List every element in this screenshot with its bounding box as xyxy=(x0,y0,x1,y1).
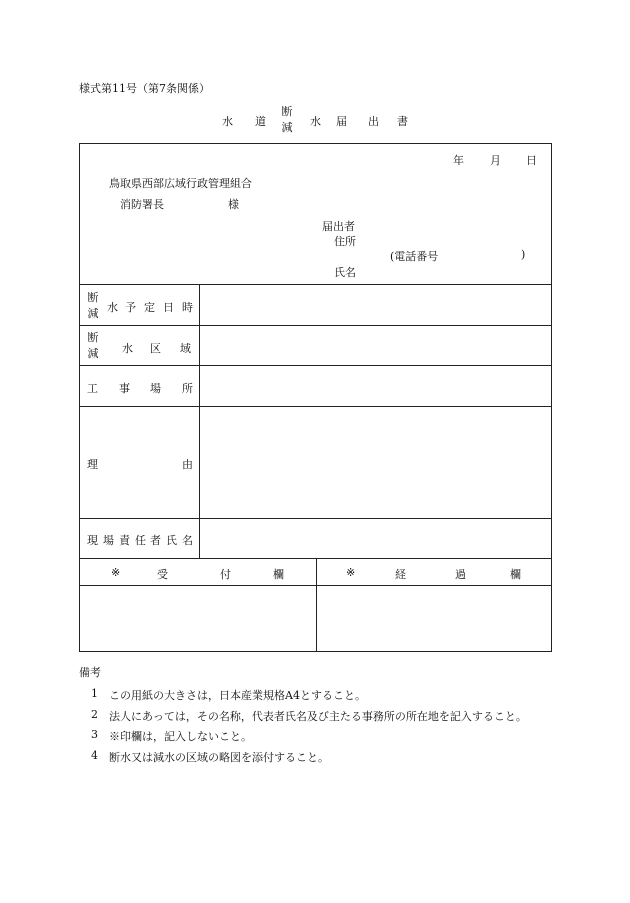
reason-field[interactable] xyxy=(200,407,552,518)
scheduled-stack xyxy=(83,290,103,322)
reception-header-char: 欄 xyxy=(273,568,284,581)
note-text: 断水又は減水の区域の略図を添付すること。 xyxy=(109,751,329,764)
responsible-char: 責 xyxy=(119,534,130,547)
stack-bottom: 減 xyxy=(87,347,99,360)
responsible-char: 名 xyxy=(182,534,193,547)
responsible-char: 氏 xyxy=(166,534,177,547)
date-year-label: 年 xyxy=(453,154,464,167)
note-number: 2 xyxy=(91,708,98,721)
stack-top: 断 xyxy=(87,291,99,304)
scheduled-datetime-field[interactable] xyxy=(200,285,552,325)
progress-header-char: ※ xyxy=(346,566,356,579)
note-number: 4 xyxy=(91,749,98,762)
area-char: 区 xyxy=(150,342,161,355)
title-stack-bottom: 減 xyxy=(281,121,293,134)
responsible-char: 任 xyxy=(135,534,146,547)
title-char: 水 xyxy=(222,115,233,128)
site-field[interactable] xyxy=(200,366,552,406)
scheduled-char: 定 xyxy=(144,301,155,314)
applicant-label: 届出者 xyxy=(322,220,355,233)
reception-header-char: 受 xyxy=(157,568,168,581)
note-text: ※印欄は，記入しないこと。 xyxy=(109,730,252,743)
date-day-label: 日 xyxy=(526,154,537,167)
phone-label: (電話番号 xyxy=(390,250,439,263)
title-char: 出 xyxy=(368,115,379,128)
progress-field xyxy=(317,586,552,651)
stack-bottom: 減 xyxy=(87,307,99,320)
responsible-char: 者 xyxy=(150,534,161,547)
reception-header-char: 付 xyxy=(220,568,231,581)
title-stack-top: 断 xyxy=(281,105,293,118)
note-text: この用紙の大きさは，日本産業規格A4とすること。 xyxy=(109,689,366,702)
stack-top: 断 xyxy=(87,331,99,344)
date-month-label: 月 xyxy=(490,154,501,167)
note-text: 法人にあっては，その名称，代表者氏名及び主たる事務所の所在地を記入すること。 xyxy=(109,710,527,723)
progress-header-char: 欄 xyxy=(510,568,521,581)
progress-header-char: 経 xyxy=(395,568,406,581)
scheduled-char: 水 xyxy=(107,301,118,314)
site-char: 工 xyxy=(87,382,98,395)
reason-char: 由 xyxy=(182,458,193,471)
name-label: 氏名 xyxy=(334,266,356,279)
title-char: 書 xyxy=(397,115,408,128)
note-number: 1 xyxy=(91,687,98,700)
reception-header-char: ※ xyxy=(111,566,121,579)
form-title xyxy=(0,104,630,138)
address-label: 住所 xyxy=(334,235,356,248)
scheduled-char: 時 xyxy=(182,301,193,314)
form-table xyxy=(79,143,552,652)
form-number: 様式第11号（第7条関係） xyxy=(79,82,210,95)
note-number: 3 xyxy=(91,728,98,741)
organization-name: 鳥取県西部広域行政管理組合 xyxy=(109,177,252,190)
site-char: 場 xyxy=(150,382,161,395)
responsible-char: 現 xyxy=(87,534,98,547)
area-char: 域 xyxy=(180,342,191,355)
responsible-char: 場 xyxy=(103,534,114,547)
honorific: 様 xyxy=(228,198,239,211)
phone-close: ) xyxy=(521,248,526,261)
notes-heading: 備考 xyxy=(79,666,101,679)
reason-char: 理 xyxy=(87,458,98,471)
title-stack xyxy=(277,104,297,136)
title-char: 届 xyxy=(336,115,347,128)
site-char: 所 xyxy=(182,382,193,395)
area-stack xyxy=(83,330,103,362)
responsible-field[interactable] xyxy=(200,519,552,558)
title-char: 水 xyxy=(310,115,321,128)
site-char: 事 xyxy=(119,382,130,395)
scheduled-char: 予 xyxy=(125,301,136,314)
area-char: 水 xyxy=(122,342,133,355)
chief-title: 消防署長 xyxy=(120,198,164,211)
reception-field xyxy=(80,586,316,651)
scheduled-char: 日 xyxy=(163,301,174,314)
title-char: 道 xyxy=(255,115,266,128)
progress-header-char: 過 xyxy=(455,568,466,581)
area-field[interactable] xyxy=(200,326,552,365)
